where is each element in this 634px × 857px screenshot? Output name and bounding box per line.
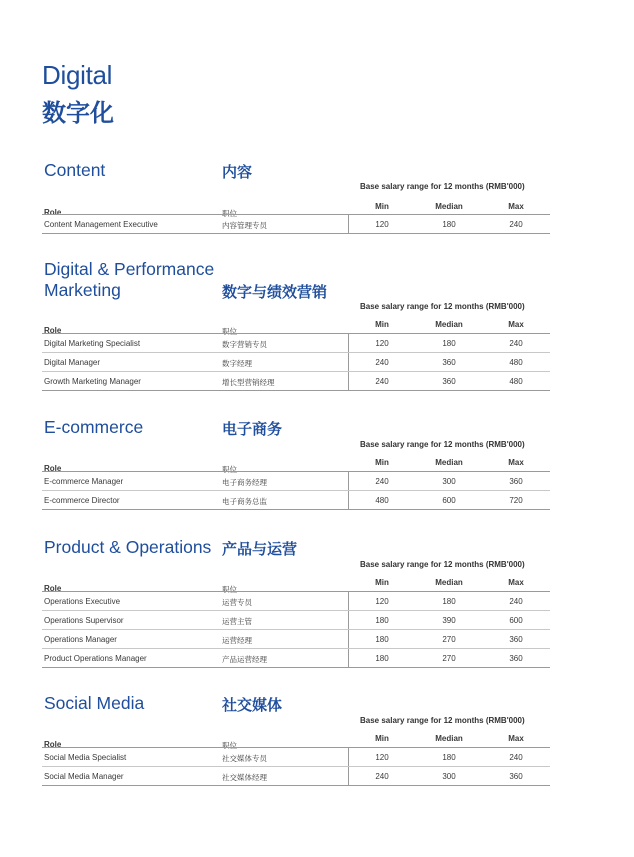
header-median: Median bbox=[435, 734, 463, 743]
header-min: Min bbox=[375, 202, 389, 211]
role-name-chinese: 电子商务经理 bbox=[222, 478, 267, 487]
max-value: 360 bbox=[509, 477, 523, 486]
section-title-chinese: 产品与运营 bbox=[222, 540, 298, 558]
max-value: 360 bbox=[509, 654, 523, 663]
role-name-chinese: 运营经理 bbox=[222, 636, 252, 645]
table-row bbox=[42, 592, 550, 611]
role-name-chinese: 数字营销专员 bbox=[222, 340, 267, 349]
role-name-chinese: 内容管理专员 bbox=[222, 221, 267, 230]
salary-range-label: Base salary range for 12 months (RMB'000) bbox=[360, 440, 525, 449]
section-title: Product & Operations bbox=[44, 537, 212, 557]
role-name: Growth Marketing Manager bbox=[44, 377, 141, 386]
max-value: 360 bbox=[509, 635, 523, 644]
section-title: E-commerce bbox=[44, 417, 144, 437]
role-name: Social Media Specialist bbox=[44, 753, 127, 762]
salary-table bbox=[42, 333, 550, 391]
median-value: 600 bbox=[442, 496, 456, 505]
header-max: Max bbox=[508, 734, 524, 743]
header-role: Role bbox=[44, 208, 62, 217]
header-role: Role bbox=[44, 584, 62, 593]
section-digital-performance-marketing bbox=[42, 258, 550, 398]
table-row bbox=[42, 611, 550, 630]
median-value: 360 bbox=[442, 358, 456, 367]
median-value: 300 bbox=[442, 477, 456, 486]
role-name-chinese: 增长型营销经理 bbox=[222, 378, 275, 387]
section-title-line-2: Marketing bbox=[44, 280, 121, 300]
header-max: Max bbox=[508, 320, 524, 329]
max-value: 600 bbox=[509, 616, 523, 625]
header-role: Role bbox=[44, 740, 62, 749]
section-title-chinese: 数字与绩效营销 bbox=[222, 283, 328, 301]
salary-table bbox=[42, 471, 550, 510]
min-value: 120 bbox=[375, 220, 389, 229]
min-value: 240 bbox=[375, 477, 389, 486]
role-name: Content Management Executive bbox=[44, 220, 158, 229]
role-name-chinese: 社交媒体专员 bbox=[222, 754, 267, 763]
table-row bbox=[42, 215, 550, 234]
table-row bbox=[42, 748, 550, 767]
section-content bbox=[42, 160, 550, 240]
role-name-chinese: 社交媒体经理 bbox=[222, 773, 267, 782]
role-name: E-commerce Director bbox=[44, 496, 120, 505]
header-role-chinese: 职位 bbox=[222, 465, 237, 474]
section-title bbox=[44, 259, 214, 301]
median-value: 270 bbox=[442, 635, 456, 644]
role-name: Social Media Manager bbox=[44, 772, 124, 781]
role-name: Digital Marketing Specialist bbox=[44, 339, 141, 348]
median-value: 180 bbox=[442, 220, 456, 229]
salary-range-label: Base salary range for 12 months (RMB'000) bbox=[360, 716, 525, 725]
role-name: Operations Supervisor bbox=[44, 616, 124, 625]
table-row bbox=[42, 353, 550, 372]
role-name-chinese: 产品运营经理 bbox=[222, 655, 267, 664]
salary-range-label: Base salary range for 12 months (RMB'000) bbox=[360, 182, 525, 191]
header-role-chinese: 职位 bbox=[222, 741, 237, 750]
max-value: 480 bbox=[509, 377, 523, 386]
role-name-chinese: 数字经理 bbox=[222, 359, 252, 368]
header-role-chinese: 职位 bbox=[222, 585, 237, 594]
median-value: 390 bbox=[442, 616, 456, 625]
header-min: Min bbox=[375, 458, 389, 467]
min-value: 480 bbox=[375, 496, 389, 505]
table-row bbox=[42, 630, 550, 649]
salary-range-label: Base salary range for 12 months (RMB'000) bbox=[360, 302, 525, 311]
section-product-operations bbox=[42, 536, 550, 668]
min-value: 120 bbox=[375, 597, 389, 606]
median-value: 180 bbox=[442, 339, 456, 348]
role-name-chinese: 电子商务总监 bbox=[222, 497, 267, 506]
header-median: Median bbox=[435, 578, 463, 587]
header-min: Min bbox=[375, 578, 389, 587]
salary-range-label: Base salary range for 12 months (RMB'000) bbox=[360, 560, 525, 569]
page-title: Digital bbox=[42, 60, 113, 90]
section-social-media bbox=[42, 692, 550, 792]
header-max: Max bbox=[508, 458, 524, 467]
table-row bbox=[42, 334, 550, 353]
median-value: 360 bbox=[442, 377, 456, 386]
max-value: 240 bbox=[509, 753, 523, 762]
min-value: 180 bbox=[375, 635, 389, 644]
section-title-chinese: 社交媒体 bbox=[222, 696, 283, 714]
median-value: 300 bbox=[442, 772, 456, 781]
median-value: 270 bbox=[442, 654, 456, 663]
header-role: Role bbox=[44, 326, 62, 335]
header-role-chinese: 职位 bbox=[222, 209, 237, 218]
section-title-chinese: 电子商务 bbox=[222, 420, 283, 438]
role-name-chinese: 运营专员 bbox=[222, 598, 252, 607]
median-value: 180 bbox=[442, 597, 456, 606]
min-value: 240 bbox=[375, 772, 389, 781]
role-name: Product Operations Manager bbox=[44, 654, 147, 663]
max-value: 240 bbox=[509, 220, 523, 229]
salary-table bbox=[42, 591, 550, 668]
page-title-chinese: 数字化 bbox=[42, 99, 114, 127]
salary-table bbox=[42, 747, 550, 786]
table-row bbox=[42, 767, 550, 786]
table-row bbox=[42, 372, 550, 391]
min-value: 120 bbox=[375, 753, 389, 762]
header-median: Median bbox=[435, 458, 463, 467]
max-value: 360 bbox=[509, 772, 523, 781]
min-value: 240 bbox=[375, 358, 389, 367]
max-value: 240 bbox=[509, 339, 523, 348]
section-title: Content bbox=[44, 160, 106, 180]
salary-table bbox=[42, 214, 550, 234]
header-max: Max bbox=[508, 578, 524, 587]
max-value: 240 bbox=[509, 597, 523, 606]
header-role-chinese: 职位 bbox=[222, 327, 237, 336]
header-median: Median bbox=[435, 320, 463, 329]
header-role: Role bbox=[44, 464, 62, 473]
table-row bbox=[42, 491, 550, 510]
header-median: Median bbox=[435, 202, 463, 211]
header-max: Max bbox=[508, 202, 524, 211]
role-name: Operations Manager bbox=[44, 635, 117, 644]
table-row bbox=[42, 472, 550, 491]
min-value: 240 bbox=[375, 377, 389, 386]
role-name: E-commerce Manager bbox=[44, 477, 124, 486]
max-value: 480 bbox=[509, 358, 523, 367]
median-value: 180 bbox=[442, 753, 456, 762]
min-value: 120 bbox=[375, 339, 389, 348]
section-title-line-1: Digital & Performance bbox=[44, 259, 215, 279]
max-value: 720 bbox=[509, 496, 523, 505]
section-e-commerce bbox=[42, 416, 550, 516]
role-name: Operations Executive bbox=[44, 597, 121, 606]
role-name: Digital Manager bbox=[44, 358, 101, 367]
table-row bbox=[42, 649, 550, 668]
role-name-chinese: 运营主管 bbox=[222, 617, 252, 626]
min-value: 180 bbox=[375, 654, 389, 663]
min-value: 180 bbox=[375, 616, 389, 625]
section-title-chinese: 内容 bbox=[222, 163, 253, 181]
header-min: Min bbox=[375, 320, 389, 329]
header-min: Min bbox=[375, 734, 389, 743]
section-title: Social Media bbox=[44, 693, 145, 713]
